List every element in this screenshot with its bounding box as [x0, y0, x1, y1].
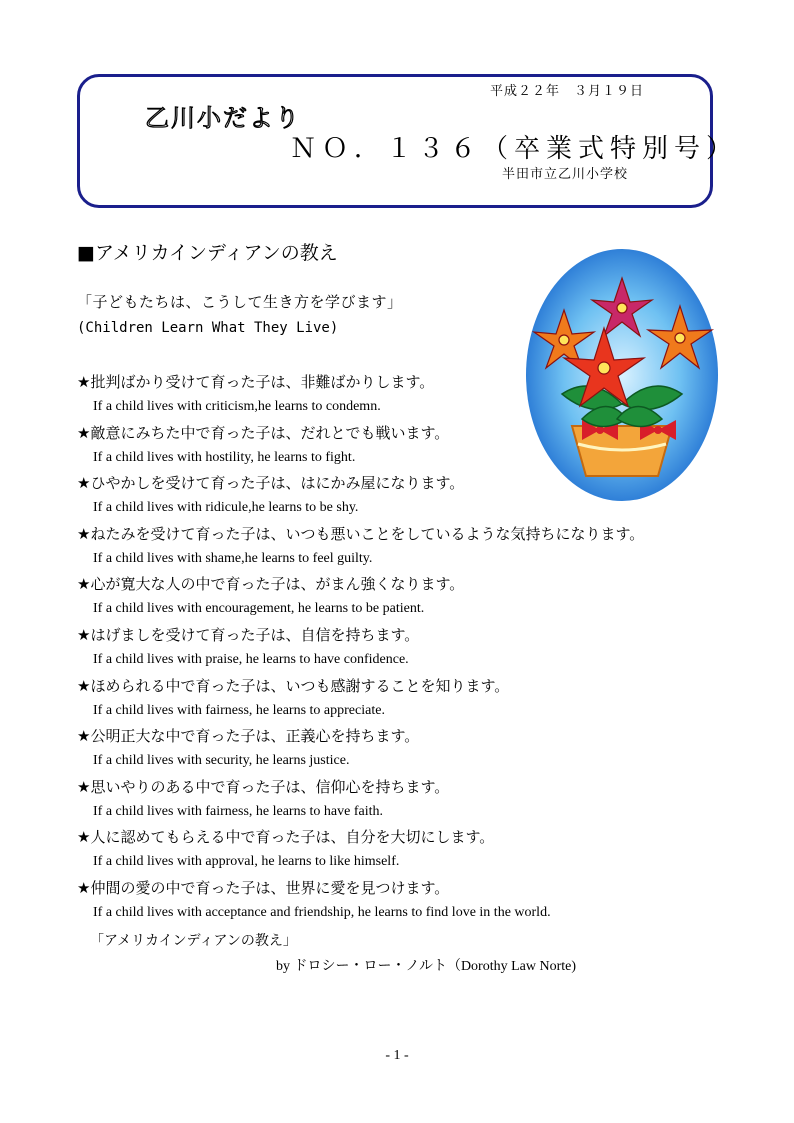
poem-line-en: If a child lives with criticism,he learns to condemn.: [93, 399, 381, 414]
poem-line-en: If a child lives with fairness, he learns to have faith.: [93, 804, 384, 819]
page-number: - 1 -: [385, 1048, 409, 1063]
school-name: 半田市立乙川小学校: [502, 167, 629, 182]
poem-line-en: If a child lives with security, he learns justice.: [93, 753, 350, 768]
poem-line-en: If a child lives with acceptance and friendship, he learns to find love in the world.: [93, 905, 551, 920]
poem-title-en: (Children Learn What They Live): [77, 320, 339, 336]
poem-line-en: If a child lives with fairness, he learns to appreciate.: [93, 703, 385, 718]
poem-line-ja: ★公明正大な中で育った子は、正義心を持ちます。: [77, 727, 420, 745]
poem-line-ja: ★ほめられる中で育った子は、いつも感謝することを知ります。: [77, 677, 510, 695]
poem-line-en: If a child lives with encouragement, he learns to be patient.: [93, 601, 425, 616]
issue-date: 平成２２年 ３月１９日: [490, 84, 645, 99]
section-heading: ■アメリカインディアンの教え: [77, 242, 338, 264]
poem-line-ja: ★敵意にみちた中で育った子は、だれとでも戦います。: [77, 424, 450, 442]
issue-number: ＮＯ．１３６（卒業式特別号）: [290, 134, 739, 164]
poem-line-en: If a child lives with praise, he learns to have confidence.: [93, 652, 409, 667]
poem-line-ja: ★心が寛大な人の中で育った子は、がまん強くなります。: [77, 575, 465, 593]
author-attribution: by ドロシー・ロー・ノルト（Dorothy Law Norte): [276, 959, 577, 974]
poem-line-en: If a child lives with ridicule,he learns to be shy.: [93, 500, 359, 515]
poem-line-ja: ★批判ばかり受けて育った子は、非難ばかりします。: [77, 373, 435, 391]
poem-line-ja: ★はげましを受けて育った子は、自信を持ちます。: [77, 626, 420, 644]
poem-line-ja: ★思いやりのある中で育った子は、信仰心を持ちます。: [77, 778, 450, 796]
poem-line-ja: ★人に認めてもらえる中で育った子は、自分を大切にします。: [77, 828, 495, 846]
poinsettia-flower-pot-icon: [522, 244, 722, 506]
newsletter-title: 乙川小だより: [145, 104, 301, 132]
poem-line-en: If a child lives with approval, he learns to like himself.: [93, 854, 400, 869]
poem-line-ja: ★ひやかしを受けて育った子は、はにかみ屋になります。: [77, 474, 465, 492]
quote-source-title: 「アメリカインディアンの教え」: [90, 933, 297, 949]
poem-line-ja: ★ねたみを受けて育った子は、いつも悪いことをしているような気持ちになります。: [77, 525, 645, 543]
poem-title-ja: 「子どもたちは、こうして生き方を学びます」: [77, 293, 403, 311]
poem-line-en: If a child lives with shame,he learns to feel guilty.: [93, 551, 373, 566]
poem-line-en: If a child lives with hostility, he learns to fight.: [93, 450, 356, 465]
poem-line-ja: ★仲間の愛の中で育った子は、世界に愛を見つけます。: [77, 879, 450, 897]
